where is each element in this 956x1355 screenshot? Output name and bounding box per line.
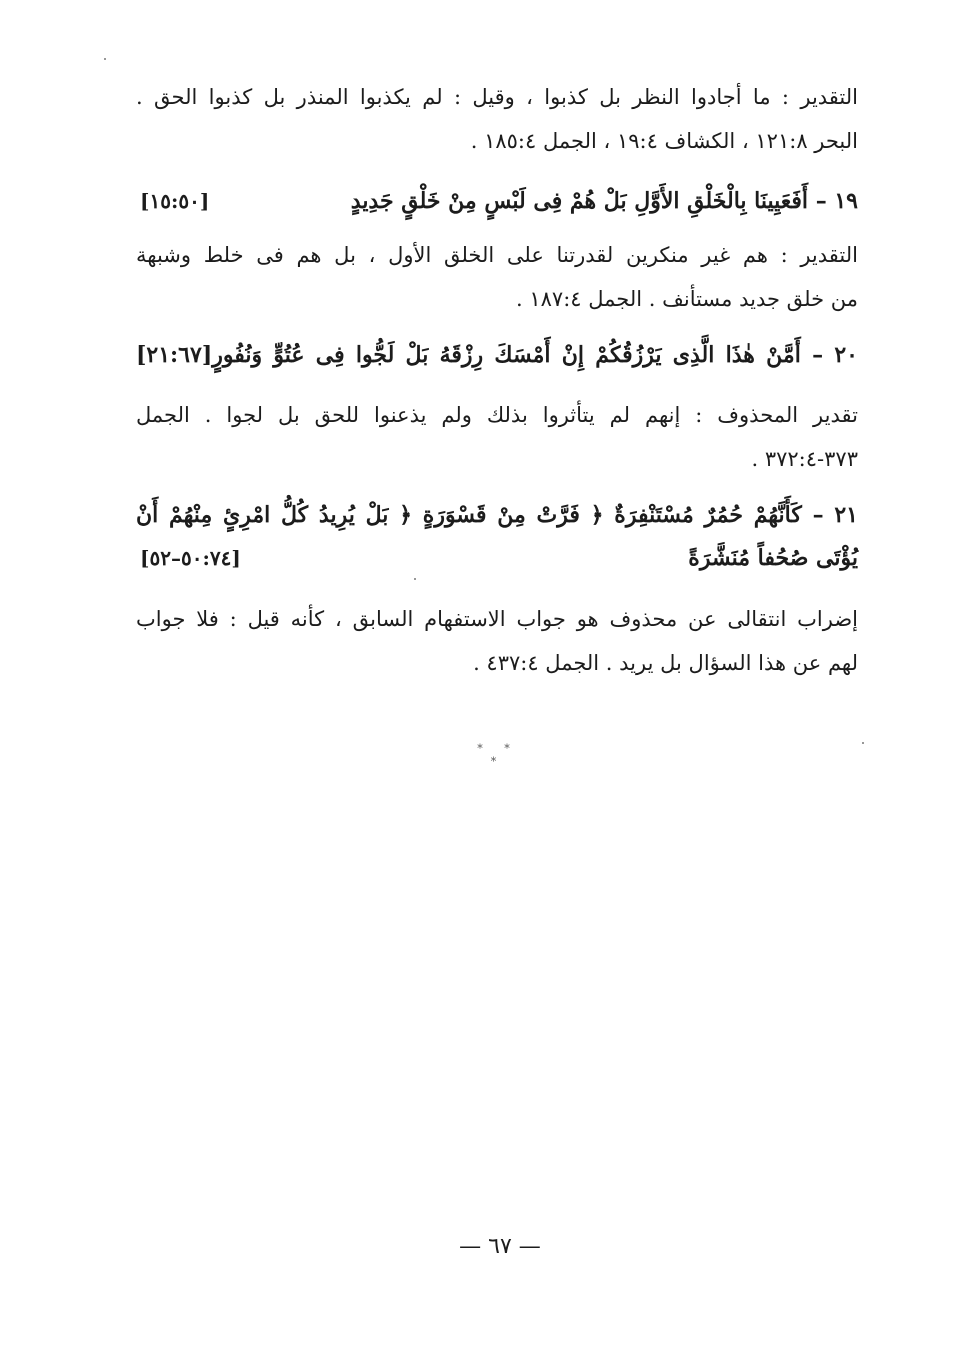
explanation-line-2: لهم عن هذا السؤال بل يريد . الجمل ٤٣٧:٤ . bbox=[473, 651, 858, 675]
page-number: — ٦٧ — bbox=[459, 1234, 541, 1259]
verse-21-line-1: ٢١ – كَأَنَّهُمْ حُمُرٌ مُسْتَنْفِرَةٌ ﴿ فَرَّتْ مِنْ قَسْوَرَةٍ ﴿ بَلْ يُرِيدُ كُلُّ امْرِئٍ مِنْهُمْ أَنْ bbox=[136, 502, 858, 528]
verse-21-reference: [٥٠:٧٤–٥٢] bbox=[140, 546, 241, 570]
verse-19-reference: [١٥:٥٠] bbox=[140, 189, 210, 213]
verse-20: ٢٠ – أَمَّنْ هٰذَا الَّذِى يَرْزُقُكُمْ إِنْ أَمْسَكَ رِزْقَهُ بَلْ لَجُّوا فِى عُتُوٍّ وَنُفُورٍ[٢١:٦٧] bbox=[136, 342, 858, 368]
section-ornament: * * * bbox=[477, 742, 519, 768]
taqdir-line-4: تقدير المحذوف : إنهم لم يتأثروا بذلك ولم يذعنوا للحق بل لجوا . الجمل bbox=[136, 403, 858, 427]
scan-speck bbox=[104, 58, 106, 60]
taqdir-line-2: التقدير : هم غير منكرين لقدرتنا على الخلق الأول ، بل هم فى خلط وشبهة bbox=[136, 243, 858, 267]
reference-line-1: البحر ١٢١:٨ ، الكشاف ١٩:٤ ، الجمل ١٨٥:٤ . bbox=[470, 129, 858, 153]
verse-21-line-2: يُؤْتَى صُحُفاً مُنَشَّرَةً bbox=[688, 545, 858, 571]
scan-speck bbox=[862, 742, 864, 744]
explanation-line-1: إضراب انتقالى عن محذوف هو جواب الاستفهام السابق ، كأنه قيل : فلا جواب bbox=[136, 607, 858, 631]
taqdir-line-3: من خلق جديد مستأنف . الجمل ١٨٧:٤ . bbox=[516, 287, 858, 311]
verse-19: ١٩ – أَفَعَيِينَا بِالْخَلْقِ الأَوَّلِ بَلْ هُمْ فِى لَبْسٍ مِنْ خَلْقٍ جَدِيدٍ bbox=[350, 188, 858, 214]
taqdir-line-1: التقدير : ما أجادوا النظر بل كذبوا ، وقيل : لم يكذبوا المنذر بل كذبوا الحق . bbox=[136, 85, 858, 109]
reference-line-2: ٣٧٣-٣٧٢:٤ . bbox=[751, 447, 858, 471]
scan-speck bbox=[414, 578, 416, 580]
